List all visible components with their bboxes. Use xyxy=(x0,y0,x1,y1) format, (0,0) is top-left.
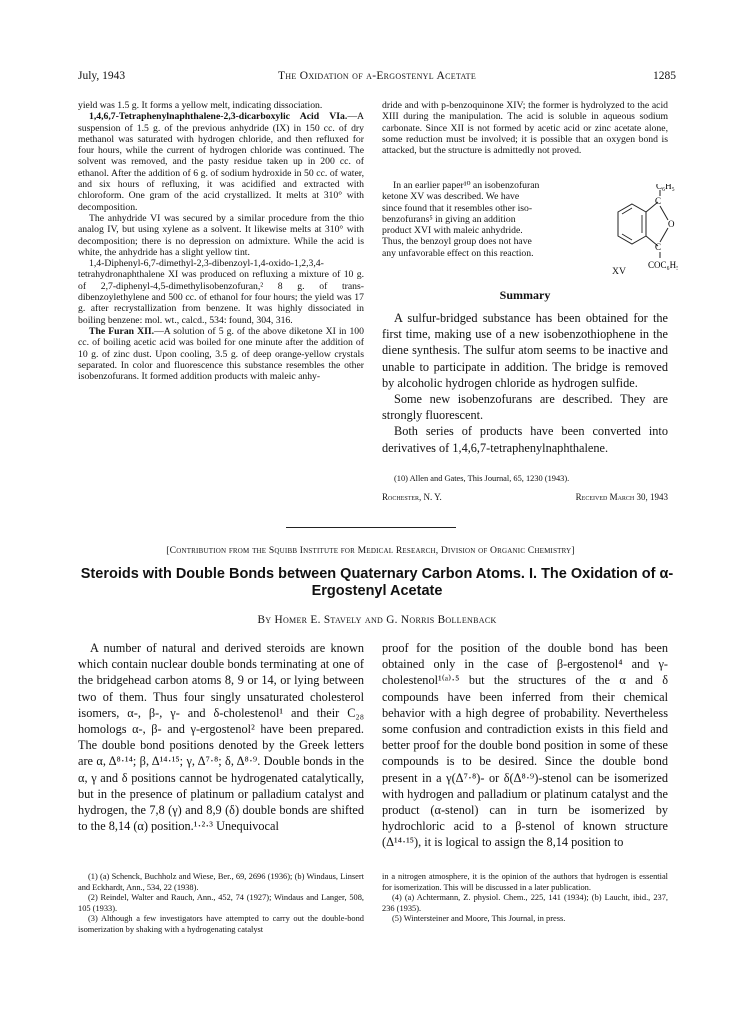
paragraph: dride and with p-benzoquinone XIV; the former is hydrolyzed to the acid XIII during the manipulation. The acid is soluble in aqueous sodium carbonate. Since XII is not formed by acetic acid or zinc acetate alone, some reduction must be involved; it is possible that an oxygen bond is attacked, but the structure is admittedly not proved. xyxy=(382,100,668,157)
paragraph: A number of natural and derived steroids are known which contain nuclear double bonds terminating at one of the bridgehead carbon atoms 8, 9 or 14, or lying between two of them. Thus four singly unsaturated cholesterol isomers, α-, β-, γ- and δ-cholestenol¹ and their C₂₈ homologs α-, β- and γ-ergostenol² have been prepared. The double bond positions denoted by the Greek letters are α, Δ⁸·¹⁴; β, Δ¹⁴·¹⁵; γ, Δ⁷·⁸; δ, Δ⁸·⁹. Double bonds in the α, γ and δ positions cannot be hydrogenated catalytically, but in the presence of platinum or palladium catalyst and hydrogen, the 7,8 (γ) and 8,9 (δ) double bonds are shifted to the 8,14 (α) position.¹·²·³ Unequivocal xyxy=(78,641,364,834)
isobenzofuran-paragraph xyxy=(382,180,608,259)
paragraph: The Furan XII.—A solution of 5 g. of the above diketone XI in 100 cc. of boiling acetic acid was boiled for one minute after the addition of 10 g. of zinc dust. Upon cooling, 3.5 g. of deep orange-yellow crystals separated. In color and fluorescence this substance resembles the other isobenzofurans. It formed addition products with maleic anhy- xyxy=(78,325,364,383)
footnote: (4) (a) Achtermann, Z. physiol. Chem., 225, 141 (1934); (b) Laucht, ibid., 237, 236 (1935). xyxy=(382,893,668,913)
text-line: ketone XV was described. We have xyxy=(382,191,520,203)
body-left-column xyxy=(78,640,364,834)
right-column-experimental xyxy=(382,100,668,156)
footnote: (2) Reindel, Walter and Rauch, Ann., 452, 74 (1927); Windaus and Langer, 508, 105 (1933). xyxy=(78,893,364,913)
paragraph: proof for the position of the double bond has been obtained only in the case of β-ergostenol⁴ and γ-cholestenol¹⁽ᵃ⁾·⁵ but the structures of the α and δ compounds have been inferred from their chemical behavior with a high degree of probability. Nevertheless some confusion and contradiction exists in this field and better proof for the double bond position in some of these compounds is to be desired. Since the double bond present in a γ(Δ⁷·⁸)- or δ(Δ⁸·⁹)-stenol can be isomerized with hydrogen and palladium or platinum catalyst and the product (α-stenol) can in turn be isomerized by hydrochloric acid to a β-stenol of known structure (Δ¹⁴·¹⁵), it is logical to assign the 8,14 position to xyxy=(382,641,668,850)
oxygen-label: O xyxy=(668,219,675,229)
body-right-column xyxy=(382,640,668,851)
carbon-label: C xyxy=(655,196,662,206)
text-line: product XVI with maleic anhydride. xyxy=(382,225,523,237)
received-date: Received March 30, 1943 xyxy=(575,492,668,502)
paragraph: The anhydride VI was secured by a similar procedure from the thio analog IV, but using xylene as a solvent. It likewise melts at 310° with decomposition; there is no depression on admixture. While the acid is white, the anhydride has a slight yellow tint. xyxy=(78,212,364,258)
phenyl-label: C₆H₅ xyxy=(656,184,675,191)
article-title: Steroids with Double Bonds between Quaternary Carbon Atoms. I. The Oxidation of α-Ergostenyl Acetate xyxy=(80,566,674,599)
footnotes-left xyxy=(78,872,364,936)
text-line: Thus, the benzoyl group does not have xyxy=(382,236,532,248)
paragraph: A sulfur-bridged substance has been obtained for the first time, making use of a new isobenzothiophene in the diene synthesis. The sulfur atom seems to be inactive and unable to participate in addition. The bridge is removed by alcoholic hydrogen chloride as hydrogen sulfide. xyxy=(382,311,668,390)
running-header xyxy=(78,70,676,86)
structure-number: XV xyxy=(612,266,626,277)
summary-heading: Summary xyxy=(499,288,551,302)
text-line: since found that it resembles other iso- xyxy=(382,202,533,214)
text-line: benzofurans⁵ in giving an addition xyxy=(382,213,516,225)
paragraph: 1,4-Diphenyl-6,7-dimethyl-2,3-dibenzoyl-1,4-oxido-1,2,3,4-tetrahydronaphthalene XI was produced on refluxing a mixture of 10 g. of 2,7-diphenyl-4,5-dimethylisobenzofuran,² 8 g. of trans-dibenzoylethylene and 500 cc. of ethanol for four hours; the yield was 17 g. after recrystallization from benzene. It was highly dissociated in boiling benzene: mol. wt., calcd., 534: found, 304, 316. xyxy=(78,258,364,326)
text-line: any unfavorable effect on this reaction. xyxy=(382,247,534,259)
footnote: (1) (a) Schenck, Buchholz and Wiese, Ber., 69, 2696 (1936); (b) Windaus, Linsert and Eckhardt, Ann., 534, 22 (1938). xyxy=(78,872,364,892)
footnote: (5) Wintersteiner and Moore, This Journal, in press. xyxy=(392,914,566,924)
section-heading: 1,4,6,7-Tetraphenylnaphthalene-2,3-dicarboxylic Acid VIa. xyxy=(89,111,348,123)
paragraph: Both series of products have been converted into derivatives of 1,4,6,7-tetraphenylnaphthalene. xyxy=(382,424,668,455)
contribution-line: [Contribution from the Squibb Institute for Medical Research, Division of Organic Chemistry] xyxy=(166,545,575,556)
section-divider xyxy=(286,527,456,528)
article-authors: By Homer E. Stavely and G. Norris Bollenback xyxy=(257,614,497,626)
paragraph: Some new isobenzofurans are described. They are strongly fluorescent. xyxy=(382,392,668,423)
footnote-10: (10) Allen and Gates, This Journal, 65, 1230 (1943). xyxy=(394,474,570,483)
section-heading: The Furan XII. xyxy=(89,325,155,337)
footnote: (3) Although a few investigators have attempted to carry out the double-bond isomerization by shaking with a hydrogenating catalyst xyxy=(78,914,364,934)
header-page-number: 1285 xyxy=(653,70,676,82)
carbon-label: C xyxy=(655,242,662,252)
header-running-title: The Oxidation of α-Ergostenyl Acetate xyxy=(277,70,477,82)
place: Rochester, N. Y. xyxy=(382,492,442,502)
summary-text xyxy=(382,310,668,456)
benzoyl-label: COC₆H₅ xyxy=(648,260,678,270)
paragraph: 1,4,6,7-Tetraphenylnaphthalene-2,3-dicarboxylic Acid VIa.—A suspension of 1.5 g. of the previous anhydride (IX) in 150 cc. of dry methanol was saturated with hydrogen chloride, and then refluxed for four hours, while the current of hydrogen chloride was continued. The solvent was removed, and the pasty residue taken up in 200 cc. of ethanol. After the addition of 6 g. of sodium hydroxide in 50 cc. of water, and six hours of refluxing, it was acidified and extracted with chloroform. One gram of the acid crystallized. It melts at 310° with decomposition. xyxy=(78,111,364,213)
text-line: In an earlier paper¹⁰ an isobenzofuran xyxy=(393,180,540,191)
paragraph: yield was 1.5 g. It forms a yellow melt, indicating dissociation. xyxy=(78,100,323,111)
header-date: July, 1943 xyxy=(78,70,126,82)
footnote: in a nitrogen atmosphere, it is the opinion of the authors that hydrogen is essential for isomerization. This will be discussed in a later publication. xyxy=(382,872,668,892)
footnotes-right xyxy=(382,872,668,925)
left-column-experimental xyxy=(78,100,364,382)
